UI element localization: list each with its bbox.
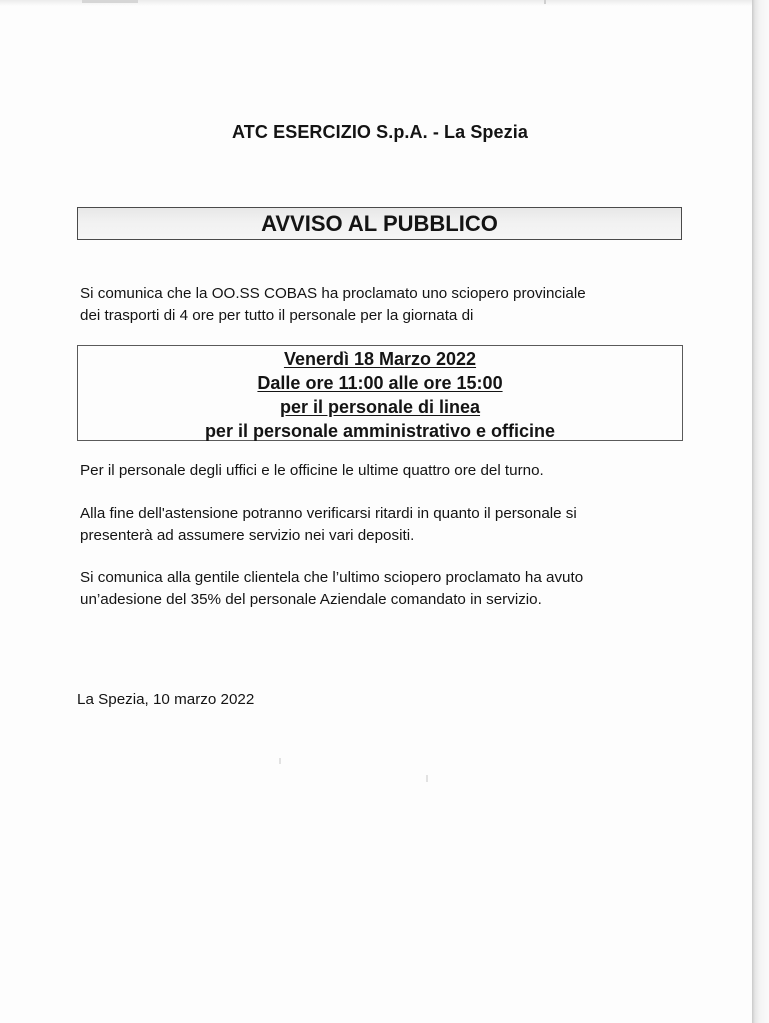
strike-line-staff: per il personale di linea [279,397,481,417]
offices-paragraph [80,460,690,482]
intro-line-2: dei trasporti di 4 ore per tutto il personale per la giornata di [80,307,474,324]
delays-line-2: presenterà ad assumere servizio nei vari depositi. [80,527,415,544]
header-tick-mark [544,0,546,4]
strike-hours: Dalle ore 11:00 alle ore 15:00 [257,373,503,393]
notice-title: AVVISO AL PUBBLICO [261,211,498,236]
page-right-edge [752,0,769,1023]
intro-paragraph [80,283,690,327]
intro-line-1: Si comunica che la OO.SS COBAS ha proclamato uno sciopero provinciale [80,285,586,302]
offices-line: Per il personale degli uffici e le officine le ultime quattro ore del turno. [80,462,544,479]
delays-paragraph [80,503,690,547]
adhesion-paragraph [80,567,690,611]
place-and-date: La Spezia, 10 marzo 2022 [77,691,255,708]
adhesion-line-2: un’adesione del 35% del personale Aziendale comandato in servizio. [80,591,542,608]
company-name: ATC ESERCIZIO S.p.A. - La Spezia [232,122,528,142]
faint-mark-2 [426,775,428,782]
notice-title-box [77,207,682,240]
faint-mark-1 [279,758,281,764]
strike-details-box [77,345,683,441]
delays-line-1: Alla fine dell'astensione potranno verificarsi ritardi in quanto il personale si [80,505,577,522]
adhesion-line-1: Si comunica alla gentile clientela che l’ultimo sciopero proclamato ha avuto [80,569,584,586]
strike-admin-staff: per il personale amministrativo e officine [204,421,556,441]
header-stamp-mark [82,0,138,3]
strike-date: Venerdì 18 Marzo 2022 [283,349,477,369]
